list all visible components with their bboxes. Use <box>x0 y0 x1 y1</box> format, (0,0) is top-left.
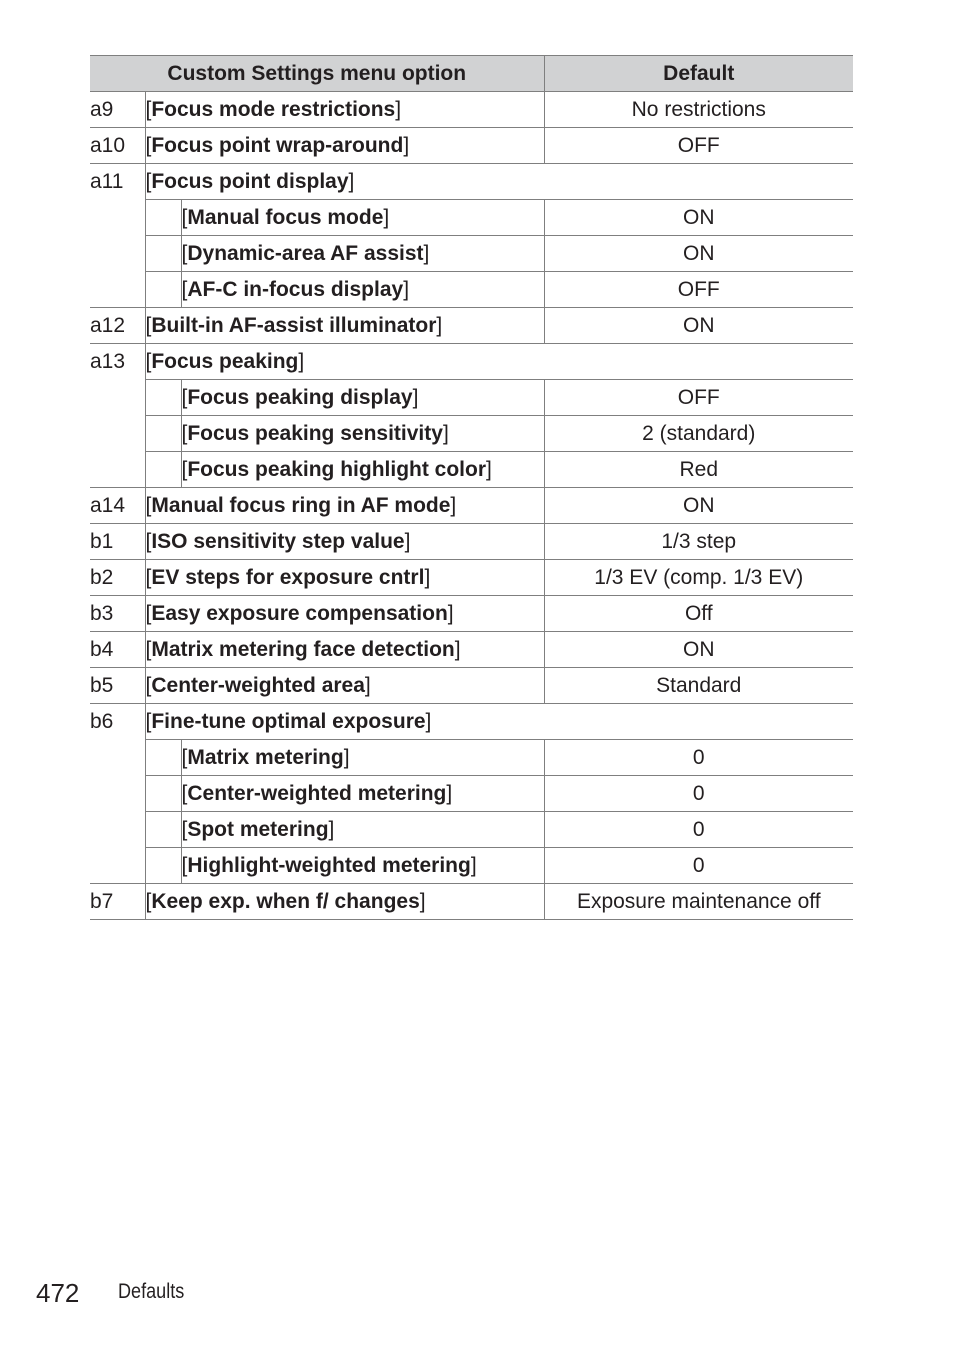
default-value: 0 <box>544 740 853 776</box>
setting-code: b2 <box>90 560 145 596</box>
default-value: Exposure maintenance off <box>544 884 853 920</box>
default-value: ON <box>544 236 853 272</box>
setting-code: b6 <box>90 704 145 740</box>
option-name: Focus point display <box>151 169 349 193</box>
option-cell: [Focus point display] <box>145 164 853 200</box>
table-body <box>90 92 853 920</box>
code-spacer <box>90 812 145 848</box>
option-cell: [Keep exp. when f/ changes] <box>145 884 544 920</box>
code-spacer <box>90 776 145 812</box>
default-value: 2 (standard) <box>544 416 853 452</box>
code-spacer <box>90 452 145 488</box>
default-value: 1/3 EV (comp. 1/3 EV) <box>544 560 853 596</box>
option-cell: [Focus point wrap-around] <box>145 128 544 164</box>
table-header-row <box>90 56 853 92</box>
table-row <box>90 596 853 632</box>
setting-code: b7 <box>90 884 145 920</box>
default-value: ON <box>544 200 853 236</box>
default-value: Standard <box>544 668 853 704</box>
sub-table-row <box>90 200 853 236</box>
code-spacer <box>90 380 145 416</box>
sub-table-row <box>90 452 853 488</box>
option-cell: [Focus peaking] <box>145 344 853 380</box>
option-name: Center-weighted metering <box>187 781 447 805</box>
sub-table-row <box>90 236 853 272</box>
indent-spacer <box>145 740 181 776</box>
default-value: ON <box>544 632 853 668</box>
option-name: AF-C in-focus display <box>187 277 404 301</box>
table-row <box>90 344 853 380</box>
option-name: Focus mode restrictions <box>151 97 396 121</box>
sub-table-row <box>90 740 853 776</box>
option-name: Matrix metering <box>187 745 344 769</box>
option-name: Manual focus ring in AF mode <box>151 493 451 517</box>
header-option: Custom Settings menu option <box>90 56 544 92</box>
page-number: 472 <box>36 1278 80 1308</box>
default-value: OFF <box>544 272 853 308</box>
option-cell: [Center-weighted area] <box>145 668 544 704</box>
sub-table-row <box>90 380 853 416</box>
table-row <box>90 488 853 524</box>
option-cell: [Highlight-weighted metering] <box>181 848 544 884</box>
option-name: Focus peaking sensitivity <box>187 421 443 445</box>
default-value: 0 <box>544 848 853 884</box>
table-row <box>90 704 853 740</box>
default-value: 0 <box>544 776 853 812</box>
sub-table-row <box>90 416 853 452</box>
default-value: ON <box>544 308 853 344</box>
option-name: Spot metering <box>187 817 329 841</box>
sub-table-row <box>90 776 853 812</box>
setting-code: b4 <box>90 632 145 668</box>
indent-spacer <box>145 848 181 884</box>
option-name: Highlight-weighted metering <box>187 853 471 877</box>
setting-code: b3 <box>90 596 145 632</box>
option-cell: [Matrix metering face detection] <box>145 632 544 668</box>
custom-settings-defaults-table <box>90 55 853 920</box>
indent-spacer <box>145 776 181 812</box>
option-cell: [Manual focus mode] <box>181 200 544 236</box>
indent-spacer <box>145 812 181 848</box>
option-cell: [Center-weighted metering] <box>181 776 544 812</box>
table-row <box>90 632 853 668</box>
option-name: Focus peaking <box>151 349 299 373</box>
default-value: OFF <box>544 380 853 416</box>
default-value: 0 <box>544 812 853 848</box>
code-spacer <box>90 236 145 272</box>
option-cell: [Focus peaking display] <box>181 380 544 416</box>
option-cell: [Fine-tune optimal exposure] <box>145 704 853 740</box>
default-value: 1/3 step <box>544 524 853 560</box>
default-value: ON <box>544 488 853 524</box>
option-name: Keep exp. when f/ changes <box>151 889 420 913</box>
setting-code: b1 <box>90 524 145 560</box>
option-name: Easy exposure compensation <box>151 601 448 625</box>
code-spacer <box>90 848 145 884</box>
setting-code: a13 <box>90 344 145 380</box>
indent-spacer <box>145 200 181 236</box>
option-name: Built-in AF-assist illuminator <box>151 313 437 337</box>
default-value: Red <box>544 452 853 488</box>
option-cell: [Focus peaking sensitivity] <box>181 416 544 452</box>
option-name: Fine-tune optimal exposure <box>151 709 426 733</box>
indent-spacer <box>145 272 181 308</box>
setting-code: b5 <box>90 668 145 704</box>
setting-code: a9 <box>90 92 145 128</box>
option-cell: [Easy exposure compensation] <box>145 596 544 632</box>
option-name: Dynamic-area AF assist <box>187 241 424 265</box>
default-value: Off <box>544 596 853 632</box>
table-row <box>90 164 853 200</box>
table-row <box>90 308 853 344</box>
default-value: No restrictions <box>544 92 853 128</box>
setting-code: a11 <box>90 164 145 200</box>
setting-code: a14 <box>90 488 145 524</box>
table-row <box>90 560 853 596</box>
indent-spacer <box>145 452 181 488</box>
option-cell: [Built-in AF-assist illuminator] <box>145 308 544 344</box>
option-name: Matrix metering face detection <box>151 637 455 661</box>
code-spacer <box>90 740 145 776</box>
sub-table-row <box>90 812 853 848</box>
code-spacer <box>90 416 145 452</box>
option-cell: [Matrix metering] <box>181 740 544 776</box>
option-name: Center-weighted area <box>151 673 365 697</box>
sub-table-row <box>90 848 853 884</box>
table-row <box>90 92 853 128</box>
option-cell: [Spot metering] <box>181 812 544 848</box>
header-default: Default <box>544 56 853 92</box>
sub-table-row <box>90 272 853 308</box>
code-spacer <box>90 200 145 236</box>
option-cell: [Focus peaking highlight color] <box>181 452 544 488</box>
code-spacer <box>90 272 145 308</box>
option-name: ISO sensitivity step value <box>151 529 405 553</box>
option-name: Focus peaking display <box>187 385 413 409</box>
indent-spacer <box>145 236 181 272</box>
table-row <box>90 668 853 704</box>
option-name: Focus peaking highlight color <box>187 457 487 481</box>
option-cell: [AF-C in-focus display] <box>181 272 544 308</box>
default-value: OFF <box>544 128 853 164</box>
setting-code: a12 <box>90 308 145 344</box>
indent-spacer <box>145 416 181 452</box>
setting-code: a10 <box>90 128 145 164</box>
section-label: Defaults <box>118 1280 185 1303</box>
table-row <box>90 524 853 560</box>
option-cell: [Dynamic-area AF assist] <box>181 236 544 272</box>
option-name: Focus point wrap-around <box>151 133 404 157</box>
option-cell: [ISO sensitivity step value] <box>145 524 544 560</box>
option-cell: [EV steps for exposure cntrl] <box>145 560 544 596</box>
option-cell: [Focus mode restrictions] <box>145 92 544 128</box>
option-name: EV steps for exposure cntrl <box>151 565 425 589</box>
table-row <box>90 884 853 920</box>
option-name: Manual focus mode <box>187 205 384 229</box>
table-row <box>90 128 853 164</box>
indent-spacer <box>145 380 181 416</box>
option-cell: [Manual focus ring in AF mode] <box>145 488 544 524</box>
